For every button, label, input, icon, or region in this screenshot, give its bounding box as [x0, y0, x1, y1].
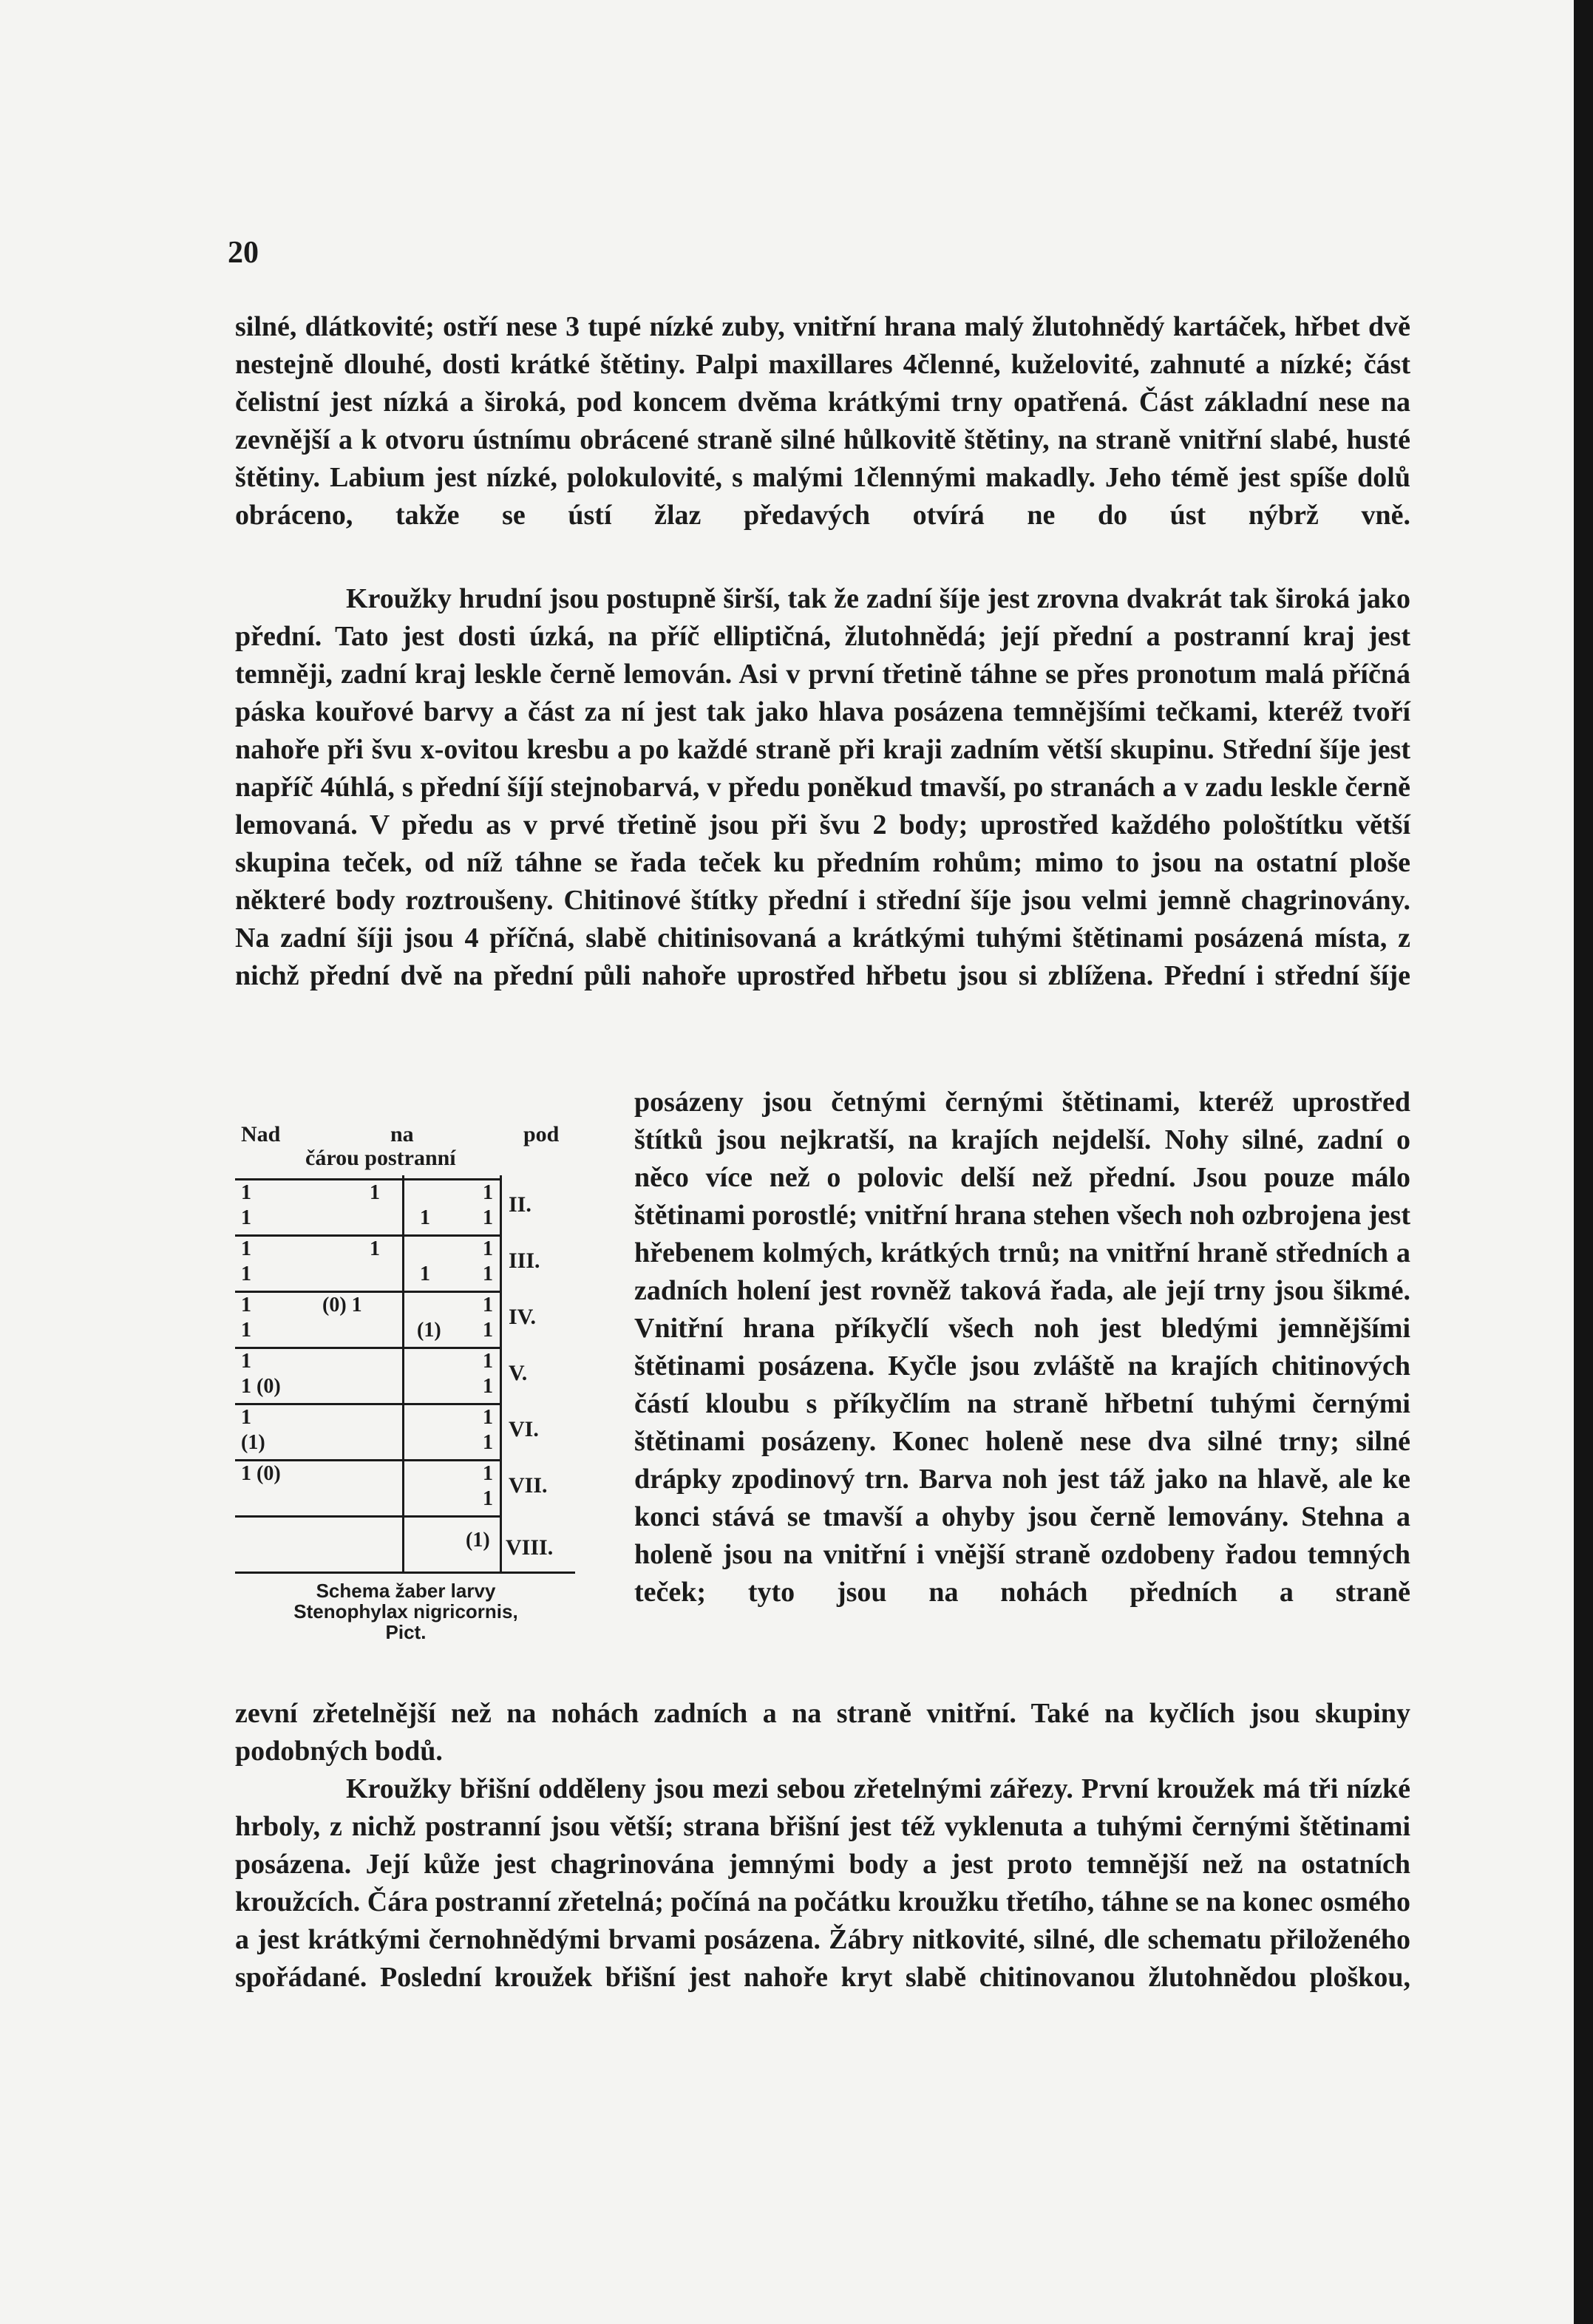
schema-cell: 1 [483, 1206, 493, 1229]
schema-cell: 1 [420, 1263, 430, 1285]
schema-segment-label: III. [509, 1248, 540, 1273]
schema-segment-label: V. [509, 1361, 528, 1385]
schema-cell: 1 [241, 1350, 251, 1373]
paragraph-thorax: Kroužky hrudní jsou postupně širší, tak že zadní šíje jest zrovna dvakrát tak široká jako přední. Tato jest dosti úzká, na příč elliptičná, žlutohnědá; její přední a postranní kraj jest temněji, zadní kraj leskle černě lemován. Asi v první třetině táhne se přes pronotum malá příčná páska kouřové barvy a část za ní jest tak jako hlava posázena temnějšími tečkami, kteréž tvoří nahoře při švu x-ovitou kresbu a po každé straně při kraji zadním větší skupinu. Střední šíje jest napříč 4úhlá, s přední šíjí stejnobarvá, v předu poněkud tmavší, po stranách a v zadu leskle černě lemovaná. V předu as v prvé třetině jsou při švu 2 body; uprostřed každého pološtítku větší skupina teček, od níž táhne se řada teček ku předním rohům; mimo to jsou na ostatní ploše některé body roztroušeny. Chitinové štítky přední i střední šíje jsou velmi jemně chagrinovány. Na zadní šíji jsou 4 příčná, slabě chitinisovaná a krátkými tuhými štětinami posázená místa, z nichž přední dvě na přední půli nahoře uprostřed hřbetu jsou si zblížena. Přední i střední šíje [235, 583, 1410, 991]
schema-header-above: Nad [241, 1122, 281, 1146]
schema-cell: 1 [483, 1431, 493, 1454]
schema-divider [235, 1403, 501, 1405]
schema-divider [235, 1347, 501, 1349]
schema-cell: 1 [370, 1181, 380, 1204]
schema-cell: (0) 1 [322, 1294, 362, 1316]
schema-cell: 1 [483, 1181, 493, 1204]
schema-segment-label: IV. [509, 1305, 536, 1329]
schema-header-line: čárou postranní [305, 1146, 456, 1170]
schema-cell: 1 [241, 1237, 251, 1260]
schema-cell: 1 [241, 1206, 251, 1229]
schema-divider [235, 1291, 501, 1293]
schema-cell: 1 [483, 1462, 493, 1485]
schema-caption-title: Schema žaber larvy [316, 1580, 496, 1602]
schema-divider [235, 1178, 501, 1180]
paragraph-legs-continued: zevní zřetelnější než na nohách zadních a na straně vnitřní. Také na kyčlích jsou skupiny podobných bodů. [235, 1698, 1410, 1767]
schema-divider [235, 1234, 501, 1237]
schema-segment-label: VI. [509, 1417, 539, 1441]
schema-header-below: pod [523, 1122, 560, 1146]
paragraph-abdomen: Kroužky břišní odděleny jsou mezi sebou zřetelnými zářezy. První kroužek má tři nízké hrboly, z nichž postranní jsou větší; strana břišní jest též vyklenuta a tuhými černými štětinami posázena. Její kůže jest chagrinována jemnými body a jest proto temnější než na ostatních kroužcích. Čára postranní zřetelná; počíná na počátku kroužku třetího, táhne se na konec osmého a jest krátkými černohnědými brvami posázena. Žábry nitkovité, silné, dle schematu přiloženého spořádané. Poslední kroužek břišní jest nahoře kryt slabě chitinovanou žlutohnědou ploškou, [235, 1773, 1410, 1993]
schema-cell: 1 [483, 1263, 493, 1285]
schema-cell: 1 [241, 1181, 251, 1204]
schema-divider [235, 1572, 575, 1574]
schema-divider [235, 1459, 501, 1461]
schema-caption-species: Stenophylax nigricornis, [293, 1600, 518, 1623]
schema-cell: 1 (0) [241, 1375, 281, 1398]
schema-cell: 1 [483, 1319, 493, 1342]
schema-cell: (1) [241, 1431, 265, 1454]
schema-cell: 1 [241, 1263, 251, 1285]
scan-border [1574, 0, 1593, 2324]
schema-segment-label: VII. [509, 1473, 548, 1498]
schema-caption-author: Pict. [385, 1621, 427, 1643]
schema-cell: (1) [466, 1529, 490, 1552]
paragraph-mouthparts: silné, dlátkovité; ostří nese 3 tupé nízké zuby, vnitřní hrana malý žlutohnědý kartáček, hřbet dvě nestejně dlouhé, dosti krátké štětiny. Palpi maxillares 4členné, kuželovité, zahnuté a nízké; část čelistní jest nízká a široká, pod koncem dvěma krátkými trny opatřená. Část základní nese na zevnější a k otvoru ústnímu obrácené straně silné hůlkovitě štětiny, na straně vnitřní slabé, husté štětiny. Labium jest nízké, polokulovité, s malými 1člennými makadly. Jeho témě jest spíše dolů obráceno, takže se ústí žlaz předavých otvírá ne do úst nýbrž vně. [235, 311, 1410, 531]
schema-header-on: na [390, 1122, 414, 1146]
paragraph-legs: posázeny jsou četnými černými štětinami, kteréž uprostřed štítků jsou nejkratší, na krajích nejdelší. Nohy silné, zadní o něco více než o polovic delší než přední. Jsou pouze málo štětinami porostlé; vnitřní hrana stehen všech noh ozbrojena jest hřebenem kolmých, krátkých trnů; na vnitřní hraně středních a zadních holení jest rovněž taková řada, ale její trny jsou šikmé. Vnitřní hrana příkyčlí všech noh jest bledými jemnějšími štětinami posázena. Kyčle jsou zvláště na krajích chitinových částí kloubu s příkyčlím na straně hřbetní tuhými černými štětinami posázeny. Konec holeně nese dva silné trny; silné drápky zpodinový trn. Barva noh jest táž jako na hlavě, ale ke konci stává se tmavší a ohyby jsou černě lemovány. Stehna a holeně jsou na vnitřní i vnější straně ozdobeny řadou temných teček; tyto jsou na nohách předních a straně [634, 1087, 1410, 1608]
schema-cell: 1 [420, 1206, 430, 1229]
schema-cell: 1 [241, 1294, 251, 1316]
schema-cell: 1 [241, 1319, 251, 1342]
schema-segment-label: II. [509, 1192, 531, 1217]
page-number: 20 [228, 236, 259, 270]
schema-cell: 1 [483, 1406, 493, 1429]
schema-cell: 1 [370, 1237, 380, 1260]
schema-cell: 1 [483, 1375, 493, 1398]
schema-segment-label: VIII. [506, 1535, 554, 1560]
schema-cell: (1) [417, 1319, 441, 1342]
schema-cell: 1 (0) [241, 1462, 281, 1485]
schema-cell: 1 [483, 1237, 493, 1260]
schema-cell: 1 [483, 1294, 493, 1316]
schema-divider [235, 1515, 501, 1518]
gill-schema [235, 1122, 577, 1699]
schema-cell: 1 [241, 1406, 251, 1429]
schema-cell: 1 [483, 1350, 493, 1373]
schema-cell: 1 [483, 1487, 493, 1510]
